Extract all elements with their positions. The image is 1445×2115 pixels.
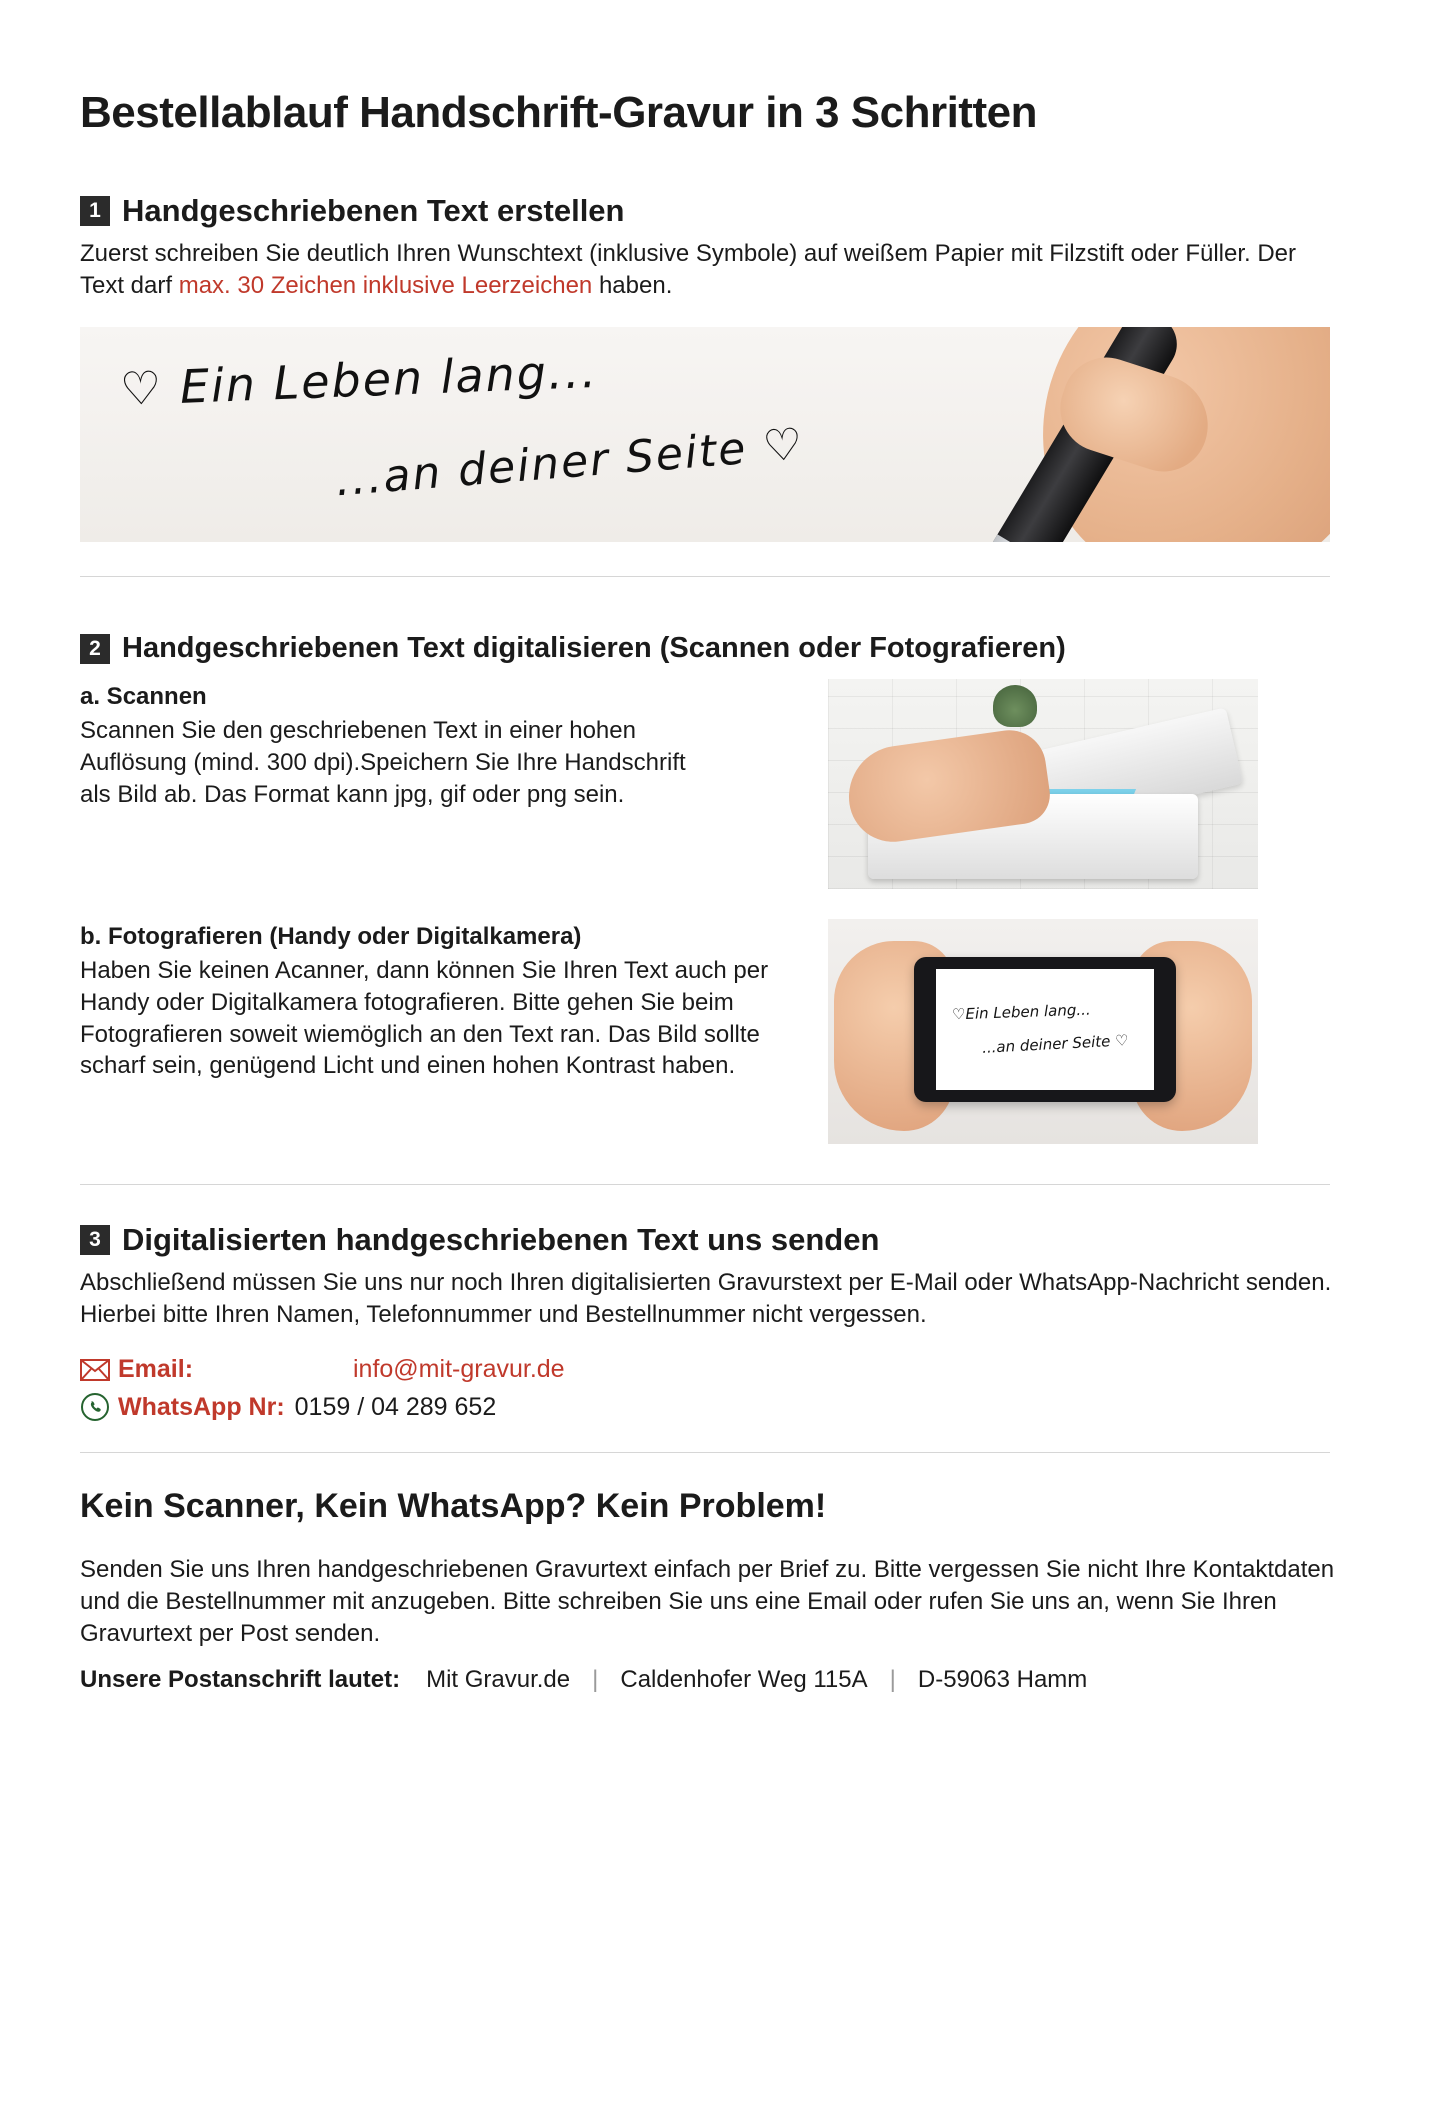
plant-decoration (993, 685, 1037, 727)
step-2-scan-block (80, 679, 1370, 889)
step-2-number: 2 (80, 634, 110, 664)
whatsapp-row[interactable] (80, 1391, 1370, 1425)
step-2a-heading: a. Scannen (80, 683, 207, 711)
step-1-title: Handgeschriebenen Text erstellen (122, 193, 625, 228)
divider-1 (80, 576, 1330, 577)
step-1-highlight: max. 30 Zeichen inklusive Leerzeichen (178, 271, 593, 299)
step-1-text-after: haben. (592, 271, 673, 299)
step-2-photo-block (80, 919, 1370, 1144)
whatsapp-icon (80, 1392, 118, 1422)
address-separator-1: | (592, 1665, 599, 1693)
step-2-title: Handgeschriebenen Text digitalisieren (Scannen oder Fotografieren) (122, 632, 1066, 665)
footer-heading: Kein Scanner, Kein WhatsApp? Kein Problem! (80, 1487, 827, 1526)
scanner-photo (828, 679, 1258, 889)
smartphone-photo (828, 919, 1258, 1144)
step-1-paragraph (80, 238, 1335, 301)
divider-3 (80, 1452, 1330, 1453)
address-separator-2: | (889, 1665, 896, 1693)
step-3-heading (80, 1223, 1370, 1257)
footer-body: Senden Sie uns Ihren handgeschriebenen Gravurtext einfach per Brief zu. Bitte vergessen Sie nicht Ihre Kontaktdaten und die Bestellnummer mit anzugeben. Bitte schreiben Sie uns eine Email oder rufen Sie uns an, wenn Sie Ihren Gravurtext per Post senden. (80, 1556, 1335, 1647)
step-2a-text-column (80, 679, 800, 889)
step-3-paragraph-1: Abschließend müssen Sie uns nur noch Ihren digitalisierten Gravurstext per E-Mail oder WhatsApp-Nachricht senden. (80, 1269, 1332, 1297)
address-street: Caldenhofer Weg 115A (620, 1665, 868, 1693)
envelope-icon (80, 1359, 118, 1381)
step-2-heading (80, 633, 1370, 665)
email-row[interactable] (80, 1353, 1370, 1387)
step-2b-heading: b. Fotografieren (Handy oder Digitalkamera) (80, 923, 582, 951)
address-company: Mit Gravur.de (426, 1665, 571, 1693)
step-2a-paragraph: Scannen Sie den geschriebenen Text in einer hohen Auflösung (mind. 300 dpi).Speichern Sie Ihre Handschrift als Bild ab. Das Format kann jpg, gif oder png sein. (80, 717, 686, 808)
step-3-title: Digitalisierten handgeschriebenen Text uns senden (122, 1222, 880, 1258)
divider-2 (80, 1184, 1330, 1185)
page-title: Bestellablauf Handschrift-Gravur in 3 Schritten (80, 88, 1037, 137)
address-city: D-59063 Hamm (917, 1665, 1088, 1693)
step-3-number: 3 (80, 1225, 110, 1255)
email-value[interactable]: info@mit-gravur.de (353, 1354, 565, 1383)
step-1-text-before: Zuerst schreiben Sie deutlich Ihren Wunschtext (inklusive Symbole) auf weißem Papier mit Filzstift oder Füller. Der Text darf (80, 240, 1297, 299)
handwriting-line-1: ♡ Ein Leben lang... (119, 344, 599, 417)
step-2b-paragraph: Haben Sie keinen Acanner, dann können Sie Ihren Text auch per Handy oder Digitalkamera fotografieren. Bitte gehen Sie beim Fotografieren soweit wiemöglich an den Text ran. Das Bild sollte scharf sein, genügend Licht und einen hohen Kontrast haben. (80, 957, 769, 1080)
address-label: Unsere Postanschrift lautet: (80, 1665, 401, 1693)
smartphone-screen (936, 969, 1154, 1090)
postal-address-line (80, 1666, 1370, 1694)
contact-block (80, 1353, 1370, 1425)
screen-handwriting-line-2: ...an deiner Seite ♡ (981, 1031, 1129, 1058)
step-2b-text-column (80, 919, 800, 1144)
step-1-heading (80, 194, 1370, 228)
email-label: Email: (118, 1354, 194, 1383)
screen-handwriting-line-1: ♡Ein Leben lang... (951, 1000, 1091, 1024)
step-1-number: 1 (80, 196, 110, 226)
whatsapp-label: WhatsApp Nr: (118, 1392, 285, 1421)
step-3-paragraph-2: Hierbei bitte Ihren Namen, Telefonnummer und Bestellnummer nicht vergessen. (80, 1301, 927, 1329)
handwriting-photo (80, 327, 1330, 542)
whatsapp-value[interactable]: 0159 / 04 289 652 (294, 1392, 497, 1421)
handwriting-line-2: ...an deiner Seite ♡ (333, 419, 807, 507)
smartphone-body (914, 957, 1176, 1102)
